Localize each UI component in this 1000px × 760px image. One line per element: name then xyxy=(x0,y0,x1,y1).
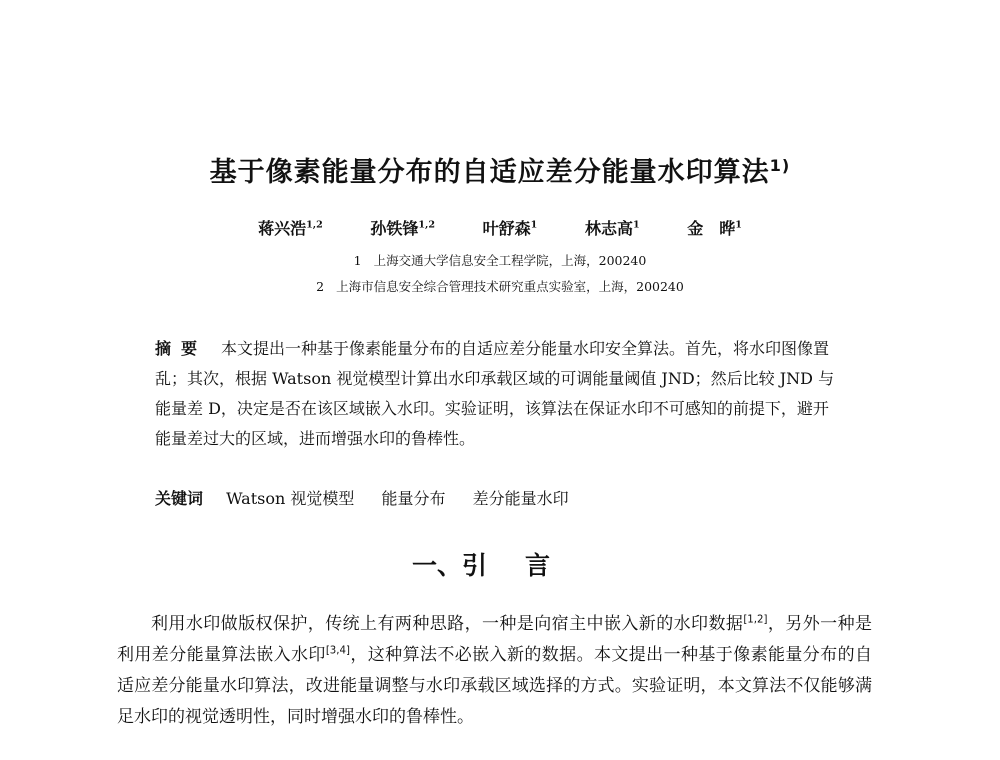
affiliation-number: 1 xyxy=(353,253,362,268)
body-text-segment: 利用水印做版权保护，传统上有两种思路，一种是向宿主中嵌入新的水印数据 xyxy=(151,614,744,634)
section-heading xyxy=(0,546,1000,582)
affiliation xyxy=(0,277,1000,295)
body-text-segment: ，这种算法不必嵌入新的数据。本文提出一种基于像素能量分布的自适应差分能量水印算法，改进能量调整与水印承载区域选择的方式。实验证明，本文算法不仅能够满足水印的视觉透明性，同时增强水印的鲁棒性。 xyxy=(117,645,872,727)
paper-title-text: 基于像素能量分布的自适应差分能量水印算法 xyxy=(209,157,770,188)
keyword: Watson 视觉模型 xyxy=(226,489,355,508)
section-title: 引言 xyxy=(462,551,589,580)
author xyxy=(687,216,742,239)
keywords xyxy=(155,486,591,509)
author xyxy=(258,216,323,239)
citation-ref[interactable]: [3,4] xyxy=(325,645,350,657)
author xyxy=(585,216,640,239)
keyword: 能量分布 xyxy=(381,489,446,508)
author-affiliation-mark: 1 xyxy=(735,219,742,231)
abstract-label: 摘要 xyxy=(155,339,208,358)
body-paragraph xyxy=(117,609,872,733)
title-footnote-mark: 1) xyxy=(769,156,791,175)
affiliation xyxy=(0,251,1000,269)
author xyxy=(483,216,538,239)
affiliation-number: 2 xyxy=(316,279,325,294)
author-name: 叶舒森 xyxy=(482,219,531,238)
abstract-text: 本文提出一种基于像素能量分布的自适应差分能量水印安全算法。首先，将水印图像置乱；其次，根据 Watson 视觉模型计算出水印承载区域的可调能量阈值 JND；然后比较 JND 与能量差 D，决定是否在该区域嵌入水印。实验证明，该算法在保证水印不可感知的前提下，避开能量差过大的区域，进而增强水印的鲁棒性。 xyxy=(155,339,835,448)
abstract xyxy=(155,334,835,454)
affiliation-text: 上海交通大学信息安全工程学院，上海，200240 xyxy=(373,253,647,268)
author-list xyxy=(0,216,1000,239)
paper-title xyxy=(0,150,1000,189)
keywords-label: 关键词 xyxy=(155,489,204,508)
keyword: 差分能量水印 xyxy=(472,489,569,508)
author-name: 林志高 xyxy=(584,219,633,238)
citation-ref[interactable]: [1,2] xyxy=(743,614,768,626)
author-affiliation-mark: 1,2 xyxy=(306,219,323,231)
author-affiliation-mark: 1 xyxy=(632,219,640,231)
author-affiliation-mark: 1,2 xyxy=(418,219,436,231)
author-affiliation-mark: 1 xyxy=(530,219,538,231)
author xyxy=(370,216,435,239)
author-name: 孙铁锋 xyxy=(370,219,419,238)
author-name: 金 晔 xyxy=(687,219,736,238)
body-text-segment: ，另外一种是利用差分能量算法嵌入水印 xyxy=(117,614,873,665)
section-number: 一、 xyxy=(411,551,462,580)
author-name: 蒋兴浩 xyxy=(258,219,307,238)
affiliation-text: 上海市信息安全综合管理技术研究重点实验室，上海，200240 xyxy=(336,279,684,294)
